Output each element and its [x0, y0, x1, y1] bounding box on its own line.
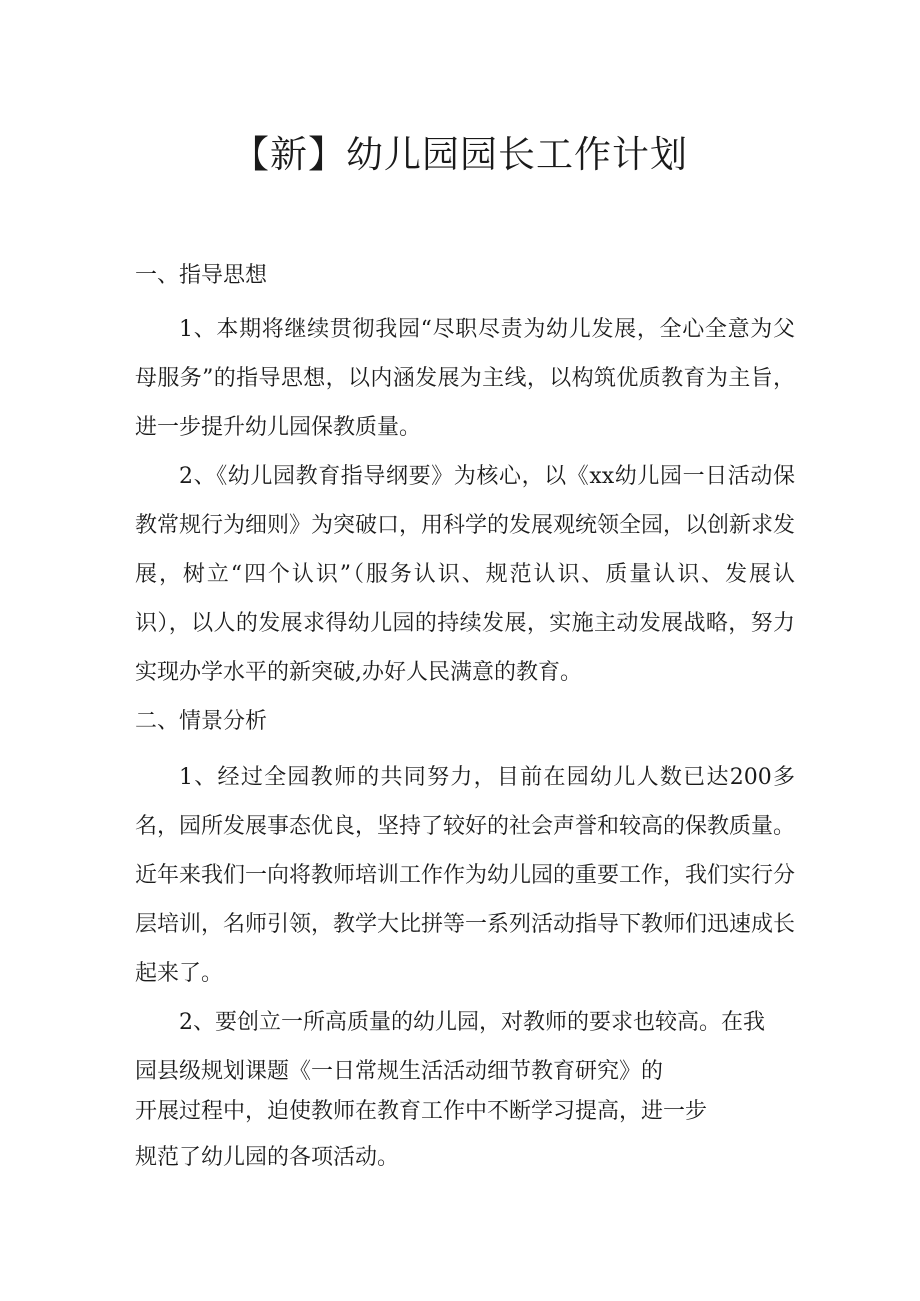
paragraph-situation-2-line-3: 开展过程中，迫使教师在教育工作中不断学习提高，进一步	[135, 1099, 708, 1124]
paragraph-situation-1: 1、经过全园教师的共同努力，目前在园幼儿人数已达200多名，园所发展事态优良，坚持了较好的社会声誉和较高的保教质量。近年来我们一向将教师培训工作作为幼儿园的重要工作，我们实行分层培训，名师引领，教学大比拼等一系列活动指导下教师们迅速成长起来了。	[135, 765, 796, 986]
section-heading-guiding-ideology: 一、指导思想	[135, 263, 268, 288]
paragraph-situation-2-line-1: 2、要创立一所高质量的幼儿园，对教师的要求也较高。在我	[179, 1010, 765, 1035]
paragraph-situation-2-line-4: 规范了幼儿园的各项活动。	[135, 1145, 400, 1170]
paragraph-guiding-1: 1、本期将继续贯彻我园“尽职尽责为幼儿发展，全心全意为父母服务”的指导思想，以内涵发展为主线，以构筑优质教育为主旨，进一步提升幼儿园保教质量。	[135, 317, 795, 440]
section-heading-situation-analysis: 二、情景分析	[135, 709, 268, 734]
paragraph-guiding-2: 2、《幼儿园教育指导纲要》为核心，以《xx幼儿园一日活动保教常规行为细则》为突破口，用科学的发展观统领全园，以创新求发展，树立“四个认识”（服务认识、规范认识、质量认识、发展认识），以人的发展求得幼儿园的持续发展，实施主动发展战略，努力实现办学水平的新突破,办好人民满意的教育。	[135, 464, 796, 685]
document-title: 【新】幼儿园园长工作计划	[232, 133, 688, 176]
paragraph-situation-2-line-2: 园县级规划课题《一日常规生活活动细节教育研究》的	[135, 1059, 664, 1084]
